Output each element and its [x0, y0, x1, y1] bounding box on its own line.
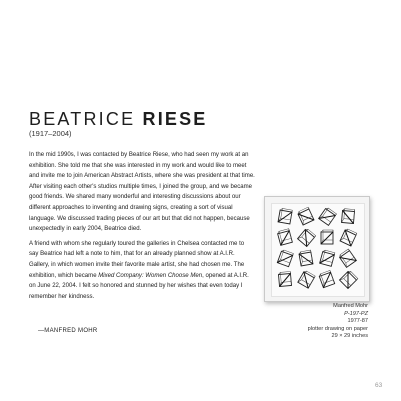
drawing-sign — [341, 209, 354, 224]
artist-first-name: BEATRICE — [29, 109, 136, 129]
artist-last-name: RIESE — [142, 109, 208, 129]
page-number: 63 — [375, 382, 383, 389]
drawing-sign — [298, 228, 316, 246]
drawing-sign — [277, 229, 292, 246]
essay-paragraph-2 — [29, 239, 255, 303]
essay-paragraph-1: In the mid 1990s, I was contacted by Beatrice Riese, who had seen my work at an exhibition. She told me that she was interested in my work and would like to meet and invite me to join American Abstract Artists, where she was president at that time. After visiting each other's studios multiple times, I joined the group, and we became good friends. We shared many wonderful and interesting discussions about our different approaches to inventing and drawing signs, creating a sort of visual language. We discussed trading pieces of our art but that did not happen, because unexpectedly in early 2004, Beatrice died. — [29, 152, 255, 233]
essay-body — [29, 150, 255, 306]
artist-heading — [29, 110, 208, 128]
drawing-sign — [277, 249, 293, 266]
author-signature: —MANFRED MOHR — [38, 328, 98, 334]
drawing-sign — [340, 270, 358, 288]
drawing-sign — [338, 249, 356, 267]
caption-medium: plotter drawing on paper — [307, 325, 368, 332]
paragraph-2-text-a: A friend with whom she regularly toured the galleries in Chelsea contacted me to say Beatrice had left a note to him, that for an already planned show at A.I.R. Gallery, in which women invite their favorite male artist, she had chosen me. The exhibition, which became — [29, 240, 245, 279]
artwork-plotter-drawing — [271, 203, 363, 295]
artwork-caption — [260, 303, 368, 341]
drawing-sign — [278, 208, 292, 224]
drawing-sign — [340, 228, 357, 246]
artist-life-dates: (1917–2004) — [29, 129, 72, 138]
drawing-sign — [321, 230, 333, 244]
exhibition-title: Mixed Company: Women Choose Men — [98, 272, 203, 279]
drawing-sign — [297, 207, 314, 225]
drawing-sign — [298, 270, 315, 288]
caption-size: 29 × 29 inches — [331, 333, 368, 340]
caption-artist: Manfred Mohr — [333, 303, 368, 309]
drawing-sign — [319, 207, 337, 225]
drawing-sign — [319, 270, 335, 287]
paragraph-2-text-b: , opened at A.I.R. on June 22, 2004. I felt so honored and stunned by her wishes that even today I remember her kindness. — [29, 272, 249, 300]
drawing-sign — [299, 250, 313, 266]
artwork-frame — [264, 196, 370, 302]
caption-years: 1977-87 — [347, 318, 368, 325]
drawing-sign — [278, 272, 291, 287]
drawing-sign — [320, 250, 335, 267]
caption-title: P-197-PZ — [344, 310, 368, 317]
